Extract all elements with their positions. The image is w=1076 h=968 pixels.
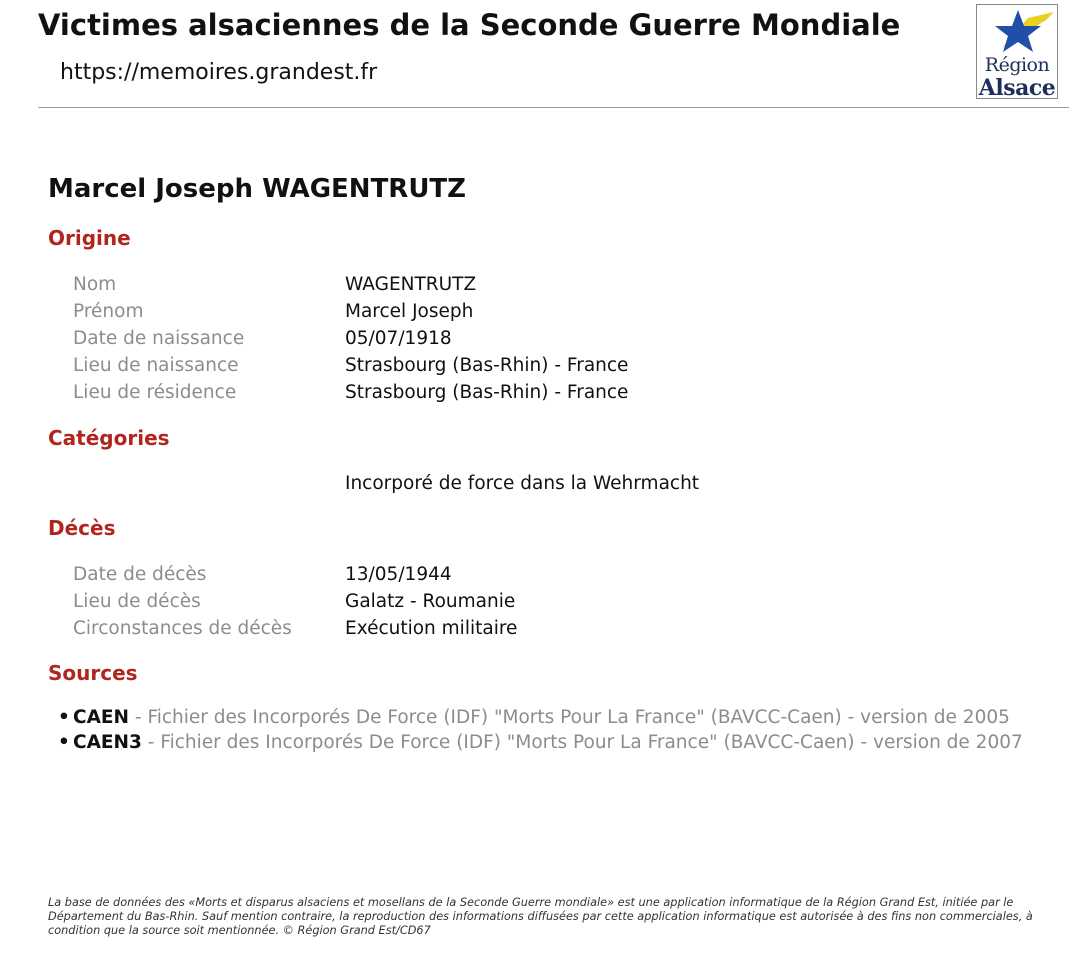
logo-text-alsace: Alsace bbox=[978, 75, 1056, 101]
field-value: Marcel Joseph bbox=[345, 301, 474, 322]
page-header bbox=[0, 0, 1076, 110]
bullet-icon: • bbox=[58, 732, 70, 753]
list-item bbox=[48, 731, 1048, 754]
field-value: Strasbourg (Bas-Rhin) - France bbox=[345, 355, 629, 376]
source-description: - Fichier des Incorporés De Force (IDF) "Morts Pour La France" (BAVCC-Caen) - version de 2007 bbox=[141, 732, 1023, 753]
source-code: CAEN bbox=[73, 707, 130, 728]
field-value: 13/05/1944 bbox=[345, 564, 452, 585]
field-value: Exécution militaire bbox=[345, 618, 518, 639]
field-label: Date de décès bbox=[73, 564, 207, 585]
section-heading-categories: Catégories bbox=[48, 426, 170, 450]
section-heading-deces: Décès bbox=[48, 516, 116, 540]
logo-text-region: Région bbox=[984, 54, 1050, 76]
field-label: Date de naissance bbox=[73, 328, 245, 349]
field-value: WAGENTRUTZ bbox=[345, 274, 477, 295]
field-label: Prénom bbox=[73, 301, 144, 322]
footer-disclaimer: La base de données des «Morts et disparus alsaciens et mosellans de la Seconde Guerre mondiale» est une application informatique de la Région Grand Est, initiée par le Département du Bas-Rhin. Sauf mention contraire, la reproduction des informations diffusées par cette application informatique est autorisée à des fins non commerciales, à condition que la source soit mentionnée. © Région Grand Est/CD67 bbox=[48, 896, 1033, 937]
field-label: Lieu de décès bbox=[73, 591, 201, 612]
field-value: Strasbourg (Bas-Rhin) - France bbox=[345, 382, 629, 403]
section-heading-origine: Origine bbox=[48, 226, 131, 250]
category-value: Incorporé de force dans la Wehrmacht bbox=[345, 473, 700, 494]
source-description: - Fichier des Incorporés De Force (IDF) "Morts Pour La France" (BAVCC-Caen) - version de 2005 bbox=[129, 707, 1010, 728]
region-alsace-logo[interactable] bbox=[976, 4, 1058, 99]
site-url[interactable]: https://memoires.grandest.fr bbox=[60, 60, 378, 85]
site-title: Victimes alsaciennes de la Seconde Guerre Mondiale bbox=[38, 8, 901, 42]
person-name: Marcel Joseph WAGENTRUTZ bbox=[48, 174, 467, 204]
field-label: Lieu de naissance bbox=[73, 355, 239, 376]
field-label: Lieu de résidence bbox=[73, 382, 237, 403]
field-value: Galatz - Roumanie bbox=[345, 591, 516, 612]
section-heading-sources: Sources bbox=[48, 661, 138, 685]
field-label: Circonstances de décès bbox=[73, 618, 292, 639]
field-label: Nom bbox=[73, 274, 117, 295]
bullet-icon: • bbox=[58, 707, 70, 728]
header-divider bbox=[38, 107, 1069, 108]
star-icon bbox=[980, 8, 1054, 54]
list-item bbox=[48, 706, 1048, 729]
sources-list bbox=[48, 706, 1048, 756]
source-code: CAEN3 bbox=[73, 732, 142, 753]
field-value: 05/07/1918 bbox=[345, 328, 452, 349]
